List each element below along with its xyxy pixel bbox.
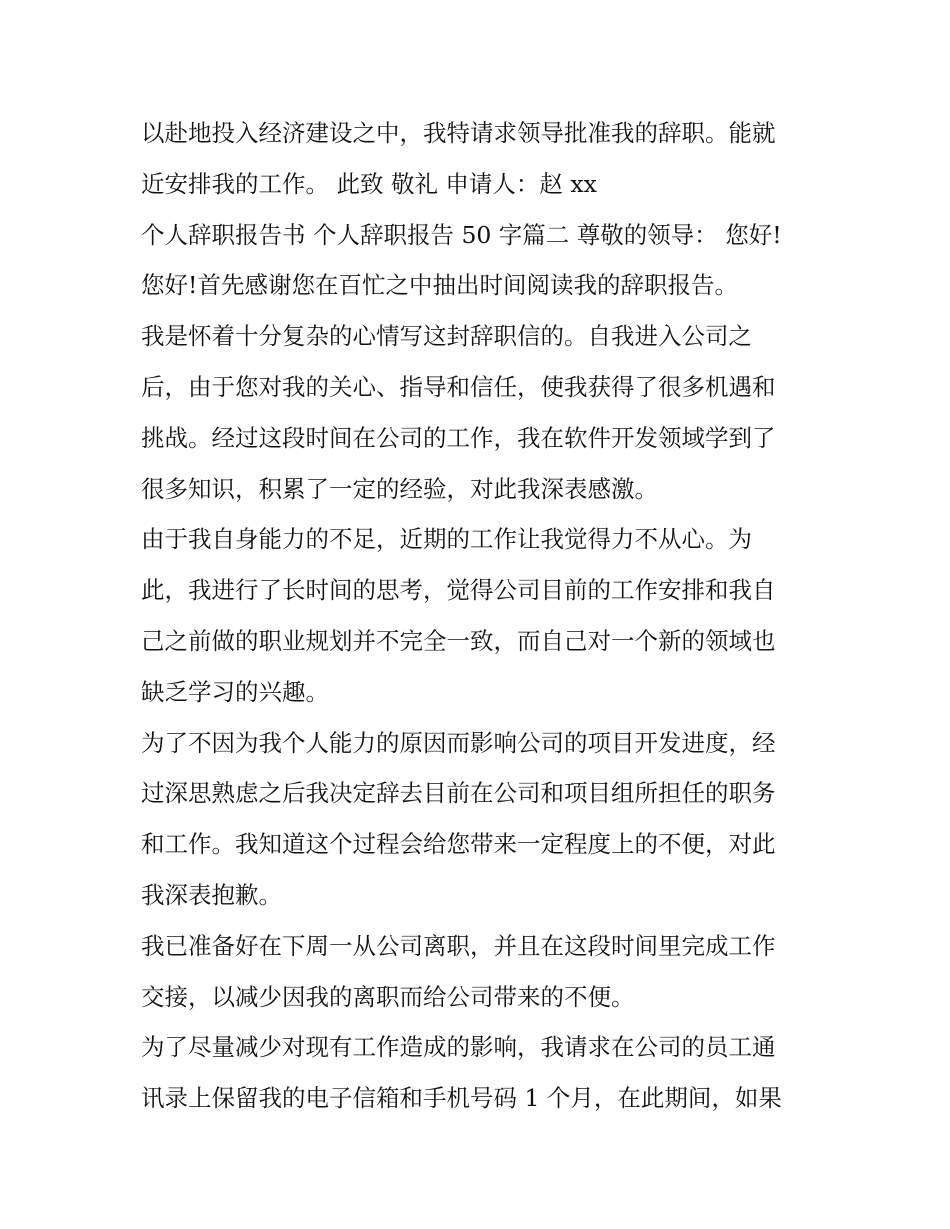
text-line: 和工作。我知道这个过程会给您带来一定程度上的不便，对此 xyxy=(141,830,776,859)
text-line: 您好!首先感谢您在百忙之中抽出时间阅读我的辞职报告。 xyxy=(141,271,738,300)
text-line: 己之前做的职业规划并不完全一致，而自己对一个新的领域也 xyxy=(141,626,776,655)
text-line: 挑战。经过这段时间在公司的工作，我在软件开发领域学到了 xyxy=(141,423,776,452)
text-line: 后，由于您对我的关心、指导和信任，使我获得了很多机遇和 xyxy=(141,372,776,401)
text-line: 我深表抱歉。 xyxy=(141,880,282,909)
text-line: 此，我进行了长时间的思考，觉得公司目前的工作安排和我自 xyxy=(141,576,776,605)
document-body xyxy=(141,108,821,1124)
text-line: 过深思熟虑之后我决定辞去目前在公司和项目组所担任的职务 xyxy=(141,779,776,808)
text-line: 为了不因为我个人能力的原因而影响公司的项目开发进度，经 xyxy=(141,728,776,757)
text-line: 以赴地投入经济建设之中，我特请求领导批准我的辞职。能就 xyxy=(141,119,776,147)
text-line: 讯录上保留我的电子信箱和手机号码 1 个月，在此期间，如果 xyxy=(141,1084,782,1113)
text-line: 我是怀着十分复杂的心情写这封辞职信的。自我进入公司之 xyxy=(141,322,752,351)
text-line: 很多知识，积累了一定的经验，对此我深表感激。 xyxy=(141,474,658,503)
text-line: 我已准备好在下周一从公司离职，并且在这段时间里完成工作 xyxy=(141,931,776,960)
text-line: 缺乏学习的兴趣。 xyxy=(141,677,329,706)
text-line: 交接，以减少因我的离职而给公司带来的不便。 xyxy=(141,982,635,1011)
text-line: 个人辞职报告书 个人辞职报告 50 字篇二 尊敬的领导： 您好! xyxy=(141,220,782,249)
text-line: 由于我自身能力的不足，近期的工作让我觉得力不从心。为 xyxy=(141,525,752,554)
text-line: 近安排我的工作。 此致 敬礼 申请人：赵 xx xyxy=(141,169,597,198)
text-line: 为了尽量减少对现有工作造成的影响，我请求在公司的员工通 xyxy=(141,1033,776,1062)
